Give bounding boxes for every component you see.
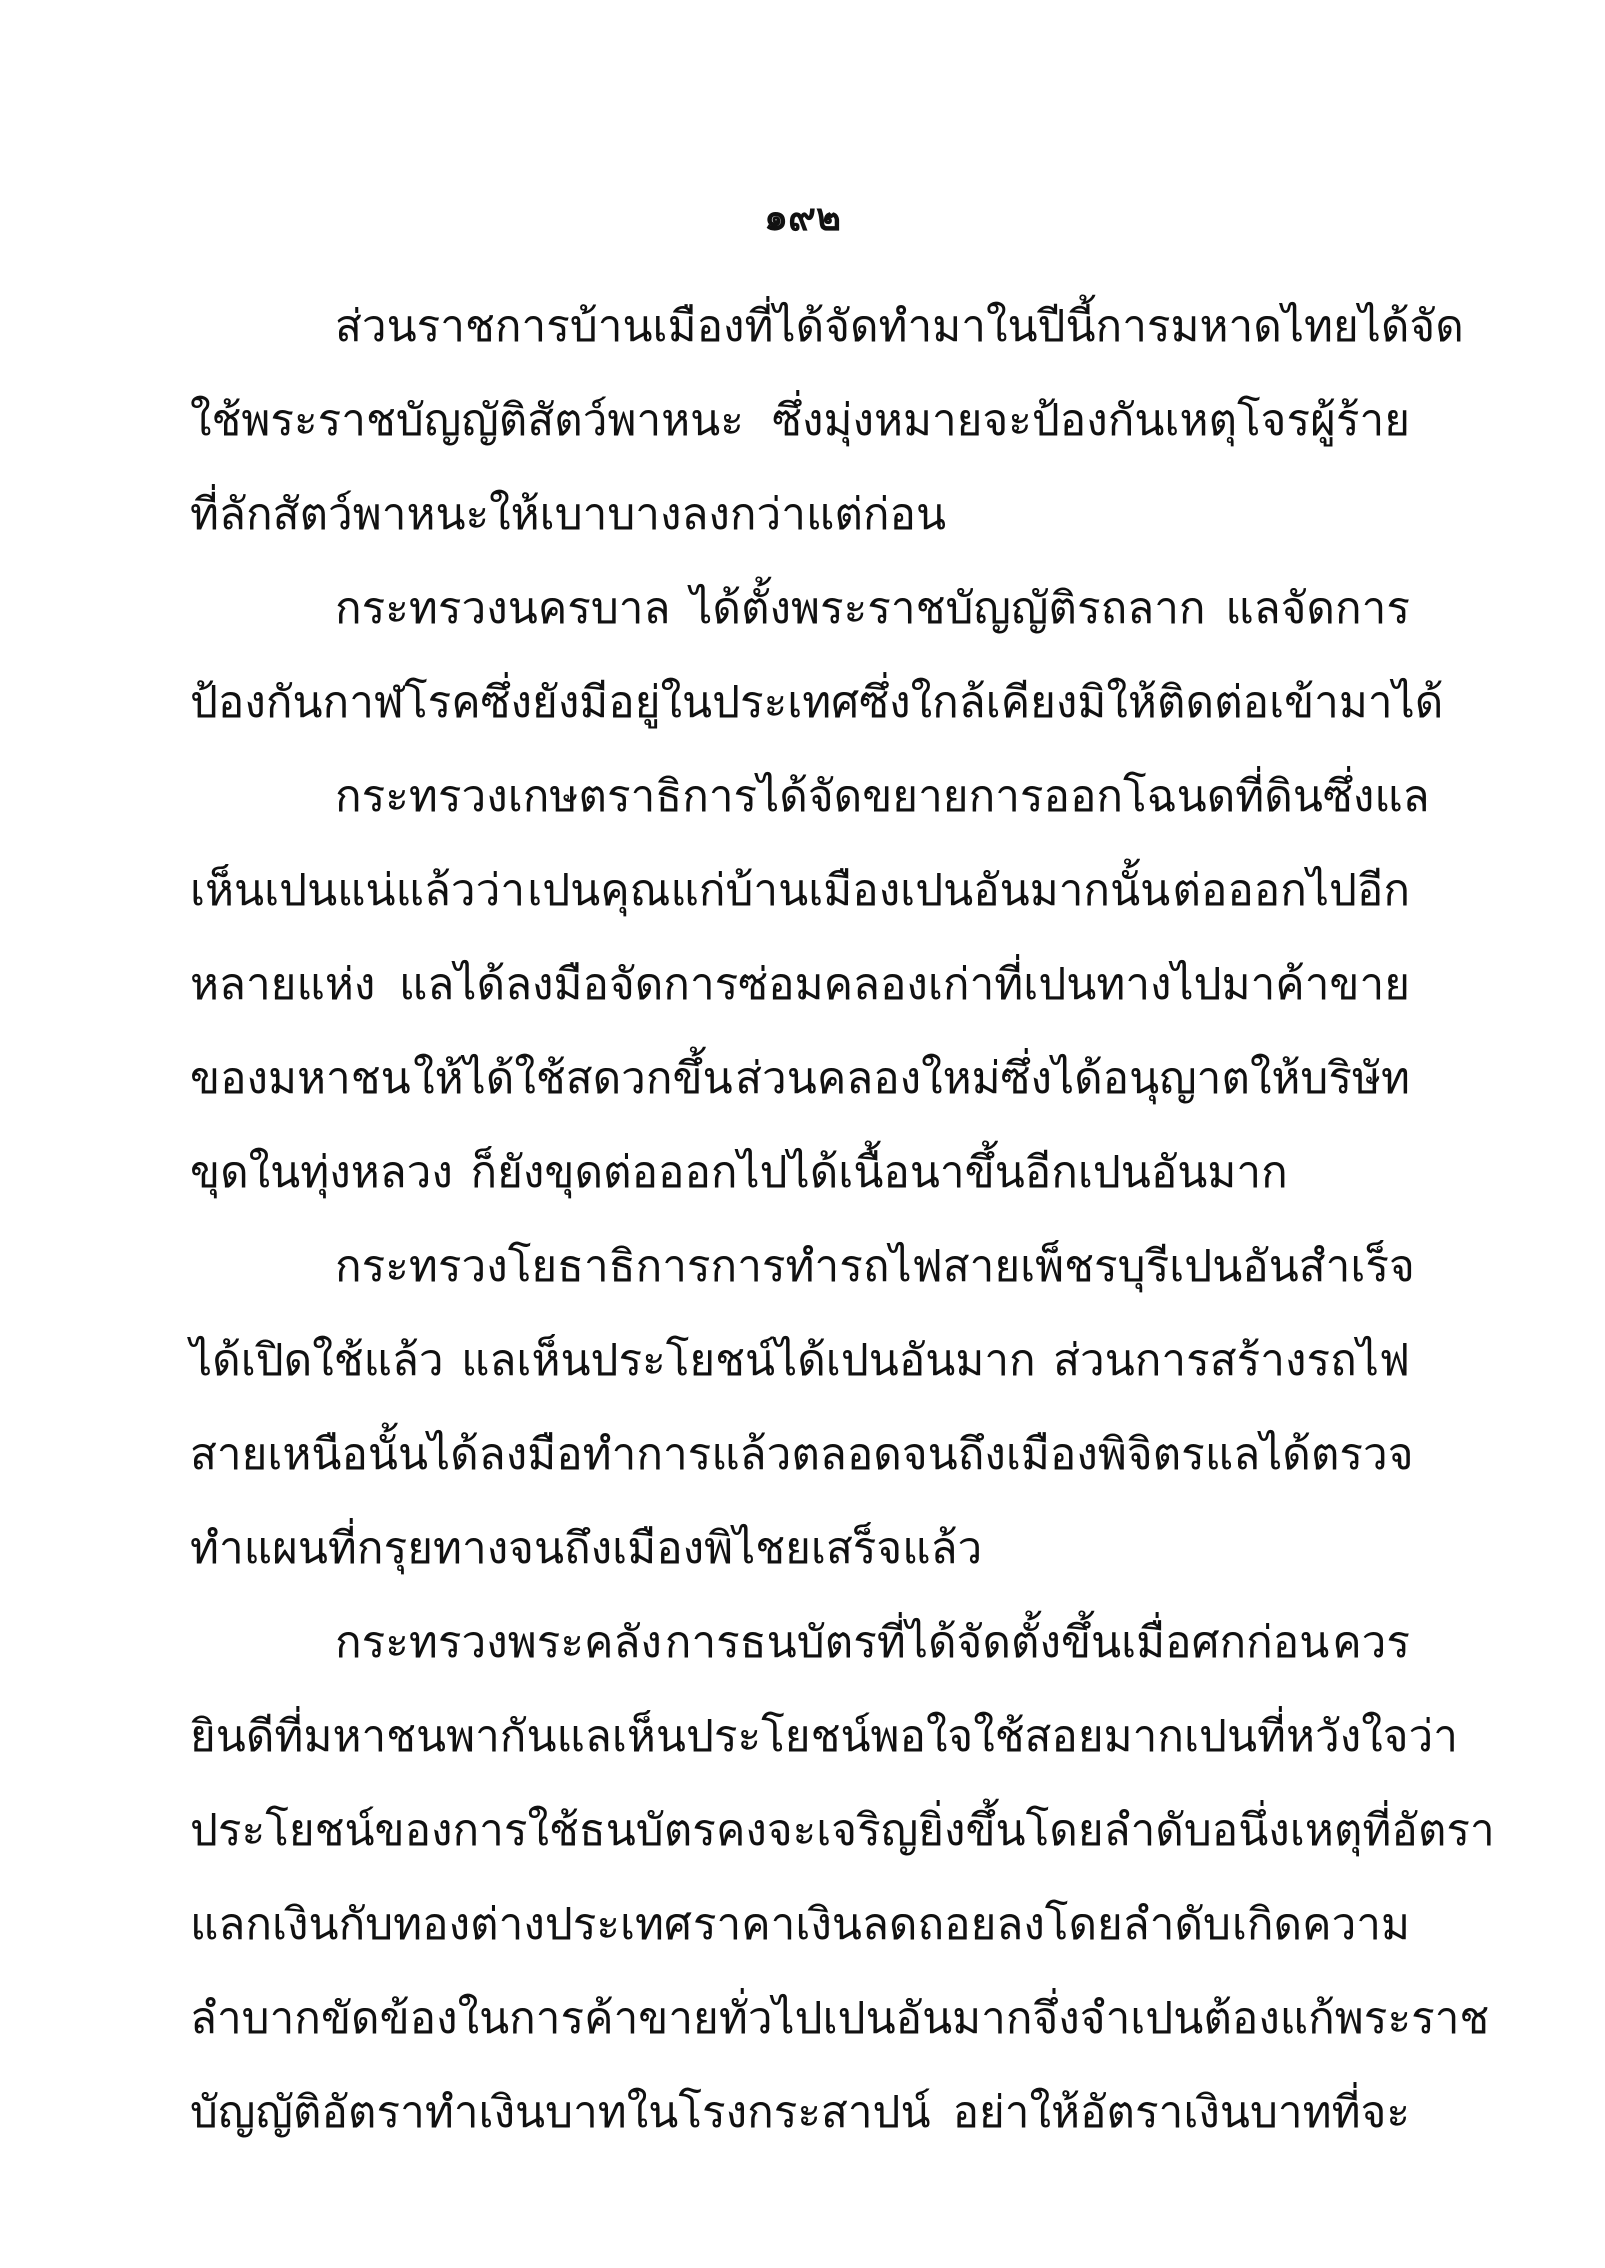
text-line: [190, 468, 1410, 562]
text-line: [190, 1502, 1410, 1596]
text-segment: เปนคุณแก่บ้านเมืองเปนอันมากนั้น: [527, 865, 1171, 916]
text-segment: ลำบากขัดข้องในการค้าขายทั่วไปเปนอันมาก: [190, 1993, 1033, 2044]
text-segment: เปนที่หวังใจว่า: [1183, 1711, 1458, 1762]
text-segment: ใช้พระราชบัญญัติสัตว์พาหนะ: [190, 395, 744, 446]
text-line: [190, 1126, 1410, 1220]
text-segment: ของมหาชน: [190, 1053, 411, 1104]
text-segment: ทำแผนที่กรุยทางจนถึงเมืองพิไชยเสร็จแล้ว: [190, 1523, 983, 1574]
text-line: [190, 1878, 1410, 1972]
text-segment: การธนบัตรที่ได้จัดตั้งขึ้นเมื่อศกก่อน: [664, 1617, 1330, 1668]
text-line: [190, 844, 1410, 938]
text-segment: หลายแห่ง: [190, 959, 376, 1010]
text-line: [190, 1032, 1410, 1126]
text-line: [190, 2066, 1410, 2160]
text-segment: ต่อออกไปอีก: [1172, 865, 1410, 916]
page-number: ๑๙๒: [763, 195, 841, 239]
text-segment: ยินดีที่มหาชนพากันแลเห็นประโยชน์พอใจใช้สอยมาก: [190, 1711, 1184, 1762]
text-segment: แลจัดการ: [1225, 583, 1410, 634]
text-segment: ซึ่งมุ่งหมายจะป้องกันเหตุโจรผู้ร้าย: [772, 395, 1410, 446]
text-segment: กระทรวงเกษตราธิการ: [335, 771, 758, 822]
text-segment: ป้องกันกาฬโรคซึ่งยังมีอยู่ในประเทศซึ่งใกล้เคียง: [190, 677, 1078, 728]
text-line: [190, 1314, 1410, 1408]
text-segment: ได้ตั้งพระราชบัญญัติรถลาก: [690, 583, 1206, 634]
text-segment: การมหาดไทยได้จัด: [1095, 301, 1464, 352]
text-segment: แลเห็นประโยชน์ได้เปนอันมาก: [461, 1335, 1036, 1386]
text-segment: กระทรวงนครบาล: [335, 583, 671, 634]
text-segment: อย่าให้อัตราเงินบาทที่จะ: [952, 2087, 1410, 2138]
text-line: [190, 562, 1410, 656]
text-segment: ควร: [1332, 1617, 1410, 1668]
text-line: [190, 1596, 1410, 1690]
text-segment: แลได้ลงมือจัดการซ่อมคลองเก่าที่เปนทางไปมาค้าขาย: [399, 959, 1410, 1010]
body-text: [190, 280, 1495, 2160]
text-segment: เกิดความ: [1231, 1899, 1410, 1950]
text-segment: ซึ่งแล: [1322, 771, 1430, 822]
text-segment: จึ่งจำเปนต้องแก้พระราช: [1032, 1993, 1490, 2044]
text-segment: ส่วนราชการบ้านเมืองที่ได้จัดทำมาในปีนี้: [335, 301, 1096, 352]
text-segment: ให้ได้ใช้สดวกขึ้น: [413, 1053, 733, 1104]
text-segment: ได้ลงมือทำการแล้วตลอดจนถึงเมืองพิจิตร: [428, 1429, 1205, 1480]
text-segment: บัญญัติอัตราทำเงินบาทในโรงกระสาปน์: [190, 2087, 931, 2138]
text-segment: ขุดในทุ่งหลวง: [190, 1147, 453, 1198]
text-segment: สายเหนือนั้น: [190, 1429, 429, 1480]
text-segment: แลได้ตรวจ: [1204, 1429, 1414, 1480]
text-segment: การทำรถไฟสายเพ็ชรบุรีเปนอันสำเร็จ: [710, 1241, 1415, 1292]
text-segment: ส่วนคลองใหม่ซึ่งได้อนุญาตให้บริษัท: [735, 1053, 1410, 1104]
text-segment: กระทรวงโยธาธิการ: [335, 1241, 711, 1292]
text-line: [190, 656, 1444, 750]
text-segment: ก็ยังขุดต่อออกไปได้เนื้อนาขึ้นอีกเปนอันมาก: [470, 1147, 1288, 1198]
text-segment: ได้จัดขยายการออกโฉนดที่ดิน: [757, 771, 1323, 822]
text-segment: แลกเงินกับทองต่างประเทศ: [190, 1899, 692, 1950]
text-segment: กระทรวงพระคลัง: [335, 1617, 662, 1668]
text-line: [190, 374, 1410, 468]
text-line: [190, 280, 1464, 374]
text-segment: ราคาเงินลดถอยลงโดยลำดับ: [692, 1899, 1231, 1950]
text-segment: ส่วนการสร้างรถไฟ: [1053, 1335, 1410, 1386]
text-segment: อนึ่งเหตุที่อัตรา: [1211, 1805, 1495, 1856]
text-segment: มิให้ติดต่อเข้ามาได้: [1077, 677, 1444, 728]
text-line: [190, 1408, 1414, 1502]
text-line: [190, 1690, 1458, 1784]
text-line: [190, 1972, 1490, 2066]
text-segment: ที่ลักสัตว์พาหนะให้เบาบางลงกว่าแต่ก่อน: [190, 489, 947, 540]
text-line: [190, 938, 1410, 1032]
text-segment: เห็นเปนแน่แล้วว่า: [190, 865, 526, 916]
text-segment: ประโยชน์ของการใช้ธนบัตรคงจะเจริญยิ่งขึ้นโดยลำดับ: [190, 1805, 1212, 1856]
text-line: [190, 750, 1430, 844]
text-line: [190, 1784, 1495, 1878]
text-line: [190, 1220, 1415, 1314]
text-segment: ได้เปิดใช้แล้ว: [190, 1335, 444, 1386]
